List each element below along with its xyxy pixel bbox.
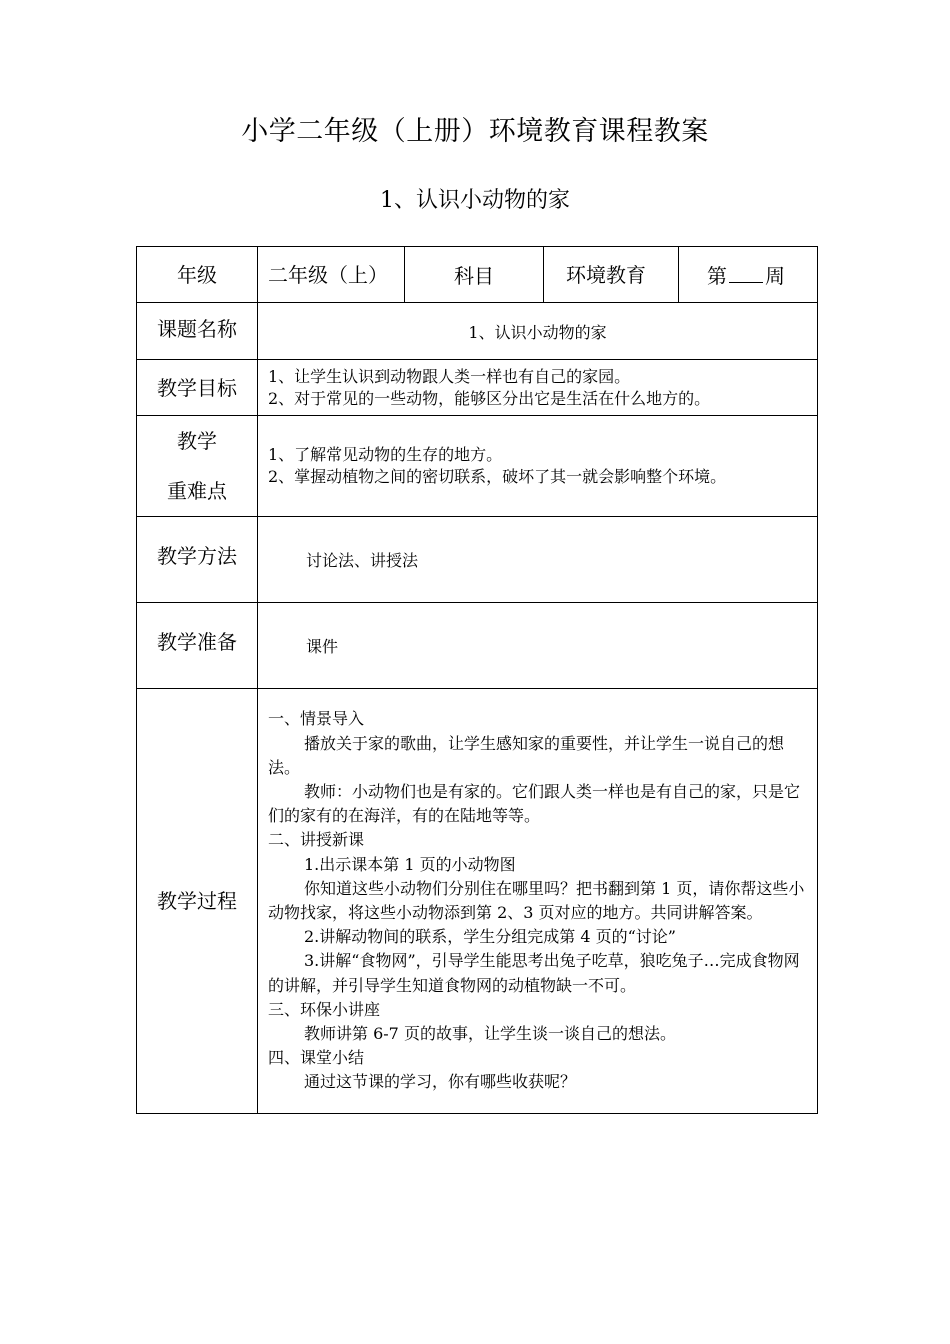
process-heading: 一、情景导入 bbox=[268, 709, 365, 729]
process-paragraph: 2.讲解动物间的联系，学生分组完成第 4 页的“讨论” bbox=[304, 927, 676, 947]
grade-row bbox=[137, 247, 818, 303]
process-paragraph: 教师讲第 6-7 页的故事，让学生谈一谈自己的想法。 bbox=[304, 1024, 676, 1044]
document-title: 小学二年级（上册）环境教育课程教案 bbox=[241, 116, 709, 147]
keypoint-item: 2、掌握动植物之间的密切联系，破坏了其一就会影响整个环境。 bbox=[268, 467, 727, 486]
process-paragraph: 播放关于家的歌曲，让学生感知家的重要性，并让学生一说自己的想法。 bbox=[268, 733, 785, 777]
prep-value: 课件 bbox=[258, 603, 818, 689]
keypoints-label-line2: 重难点 bbox=[167, 479, 227, 503]
process-paragraph: 1.出示课本第 1 页的小动物图 bbox=[304, 854, 516, 874]
topic-label: 课题名称 bbox=[137, 303, 258, 360]
process-paragraph: 教师：小动物们也是有家的。它们跟人类一样也是有自己的家，只是它们的家有的在海洋，有的在陆地等等。 bbox=[268, 781, 801, 826]
process-heading: 二、讲授新课 bbox=[268, 830, 365, 850]
method-row bbox=[137, 517, 818, 603]
week-suffix: 周 bbox=[765, 263, 785, 288]
keypoints-label-line1: 教学 bbox=[177, 429, 217, 453]
grade-value: 二年级（上） bbox=[258, 247, 405, 303]
goals-list bbox=[258, 360, 818, 416]
topic-row bbox=[137, 303, 818, 360]
process-paragraph: 通过这节课的学习，你有哪些收获呢？ bbox=[304, 1072, 577, 1092]
goal-item: 2、对于常见的一些动物，能够区分出它是生活在什么地方的。 bbox=[268, 388, 711, 408]
goals-label: 教学目标 bbox=[137, 360, 258, 416]
grade-label: 年级 bbox=[137, 247, 258, 303]
process-content bbox=[258, 689, 818, 1114]
topic-value: 1、认识小动物的家 bbox=[258, 303, 818, 360]
goals-row bbox=[137, 360, 818, 416]
method-label: 教学方法 bbox=[137, 517, 258, 603]
subject-value: 环境教育 bbox=[544, 247, 679, 303]
keypoint-item: 1、了解常见动物的生存的地方。 bbox=[268, 445, 503, 464]
process-row bbox=[137, 689, 818, 1114]
goal-item: 1、让学生认识到动物跟人类一样也有自己的家园。 bbox=[268, 366, 631, 386]
document-subtitle: 1、认识小动物的家 bbox=[380, 188, 570, 213]
week-cell bbox=[679, 247, 818, 303]
prep-row bbox=[137, 603, 818, 689]
week-blank bbox=[729, 260, 763, 283]
process-paragraph: 3.讲解“食物网”，引导学生能思考出兔子吃草，狼吃兔子…完成食物网的讲解，并引导学生知道食物网的动植物缺一不可。 bbox=[268, 951, 800, 995]
prep-label: 教学准备 bbox=[137, 603, 258, 689]
subject-label: 科目 bbox=[405, 247, 544, 303]
process-heading: 三、环保小讲座 bbox=[268, 999, 381, 1019]
method-value: 讨论法、讲授法 bbox=[258, 517, 818, 603]
keypoints-row bbox=[137, 416, 818, 517]
process-paragraph: 你知道这些小动物们分别住在哪里吗？把书翻到第 1 页，请你帮这些小动物找家，将这些小动物添到第 2、3 页对应的地方。共同讲解答案。 bbox=[268, 878, 805, 922]
process-heading: 四、课堂小结 bbox=[268, 1048, 365, 1068]
lesson-plan-table bbox=[136, 246, 818, 1114]
week-prefix: 第 bbox=[707, 263, 727, 288]
process-label: 教学过程 bbox=[137, 689, 258, 1114]
keypoints-list bbox=[258, 416, 818, 517]
keypoints-label bbox=[137, 416, 258, 517]
